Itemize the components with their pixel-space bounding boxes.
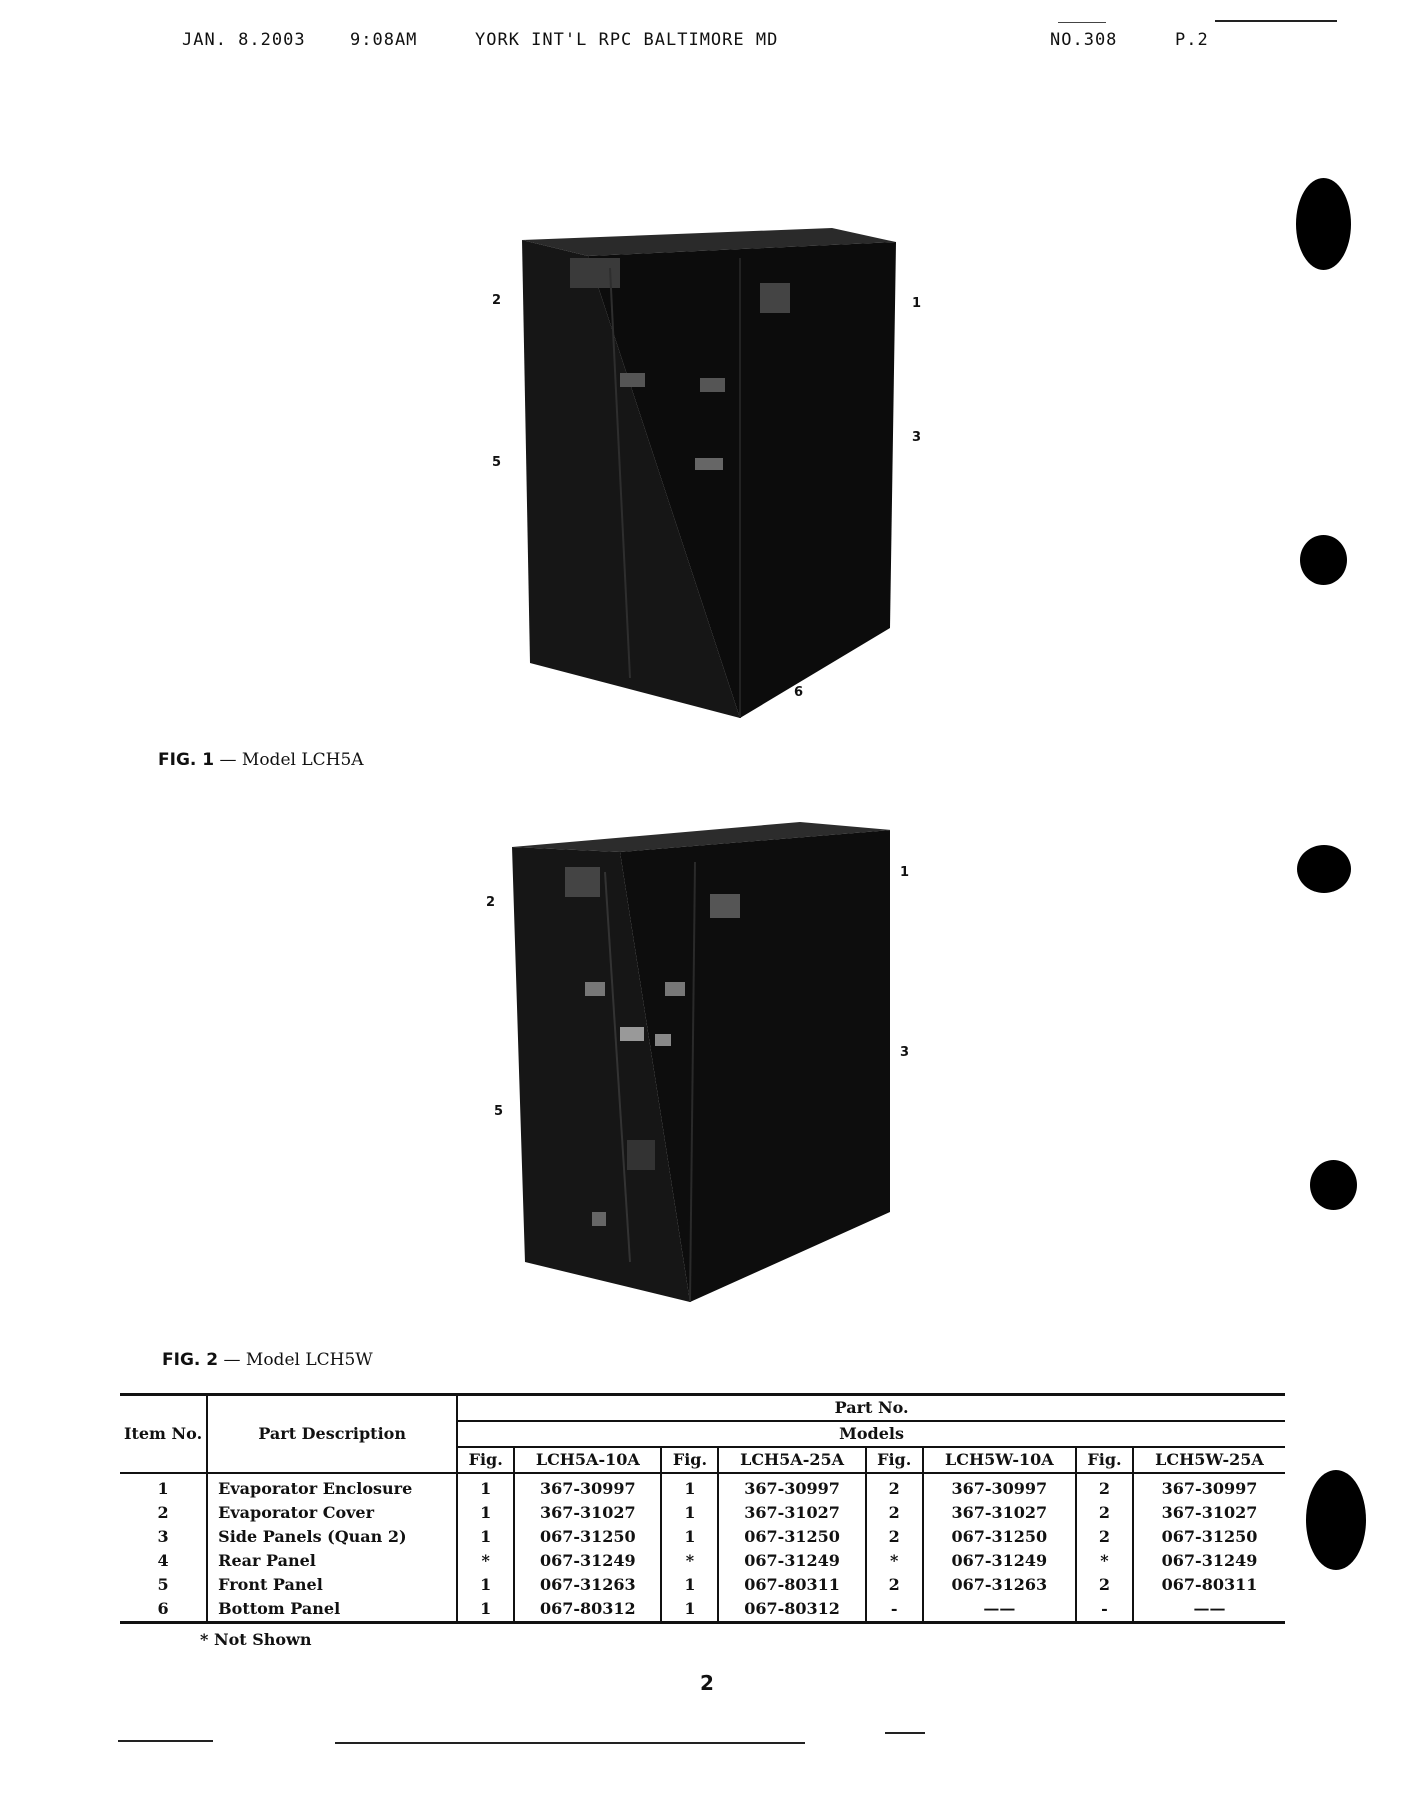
fig-cell: 1 (661, 1501, 718, 1525)
figure-1-callout: 6 (794, 685, 804, 700)
part-number: 067-80311 (1133, 1573, 1285, 1597)
item-no: 6 (157, 1599, 169, 1618)
part-number: 067-31249 (514, 1549, 661, 1573)
fig-cell: * (457, 1549, 514, 1573)
fig-cell: - (1076, 1597, 1133, 1623)
part-number: 367-31027 (923, 1501, 1076, 1525)
part-number: 367-30997 (718, 1473, 865, 1501)
part-description: Rear Panel (207, 1549, 457, 1573)
part-number: —— (1133, 1597, 1285, 1623)
figure-1-callout: 3 (912, 430, 922, 445)
part-description: Evaporator Enclosure (207, 1473, 457, 1501)
fig-cell: 1 (457, 1573, 514, 1597)
bottom-rule (885, 1732, 925, 1734)
fig-cell: 1 (457, 1501, 514, 1525)
table-row (120, 1573, 1285, 1597)
page-number: 2 (700, 1671, 714, 1695)
figure-1-title: — Model LCH5A (219, 750, 364, 770)
figure-2-caption (162, 1350, 373, 1370)
fig-cell: 1 (457, 1597, 514, 1623)
fig-cell: 2 (1076, 1525, 1133, 1549)
item-no: 2 (157, 1503, 169, 1522)
part-number: 367-30997 (514, 1473, 661, 1501)
model-header: LCH5A-25A (718, 1447, 865, 1473)
fig-cell: 1 (457, 1473, 514, 1501)
part-description: Front Panel (207, 1573, 457, 1597)
part-number: 367-30997 (923, 1473, 1076, 1501)
fig-cell: 2 (866, 1501, 923, 1525)
figure-1-label: FIG. 1 (158, 750, 215, 770)
models-header: Models (457, 1421, 1285, 1447)
part-number: 067-31250 (1133, 1525, 1285, 1549)
fig-cell: 2 (1076, 1573, 1133, 1597)
part-no-header: Part No. (457, 1395, 1285, 1422)
part-number: 067-31263 (923, 1573, 1076, 1597)
figure-1-callout: 1 (912, 296, 922, 311)
part-number: 067-80312 (514, 1597, 661, 1623)
part-number: 067-31249 (718, 1549, 865, 1573)
figure-2-title: — Model LCH5W (223, 1350, 373, 1370)
fax-page: P.2 (1175, 30, 1209, 50)
punch-hole (1300, 535, 1347, 585)
part-description-header: Part Description (207, 1395, 457, 1474)
item-no: 4 (157, 1551, 169, 1570)
item-no: 1 (157, 1479, 169, 1498)
part-description: Bottom Panel (207, 1597, 457, 1623)
figure-2-callout: 2 (486, 895, 496, 910)
part-number: 067-31249 (923, 1549, 1076, 1573)
punch-hole (1306, 1470, 1366, 1570)
figure-2-callout: 5 (494, 1104, 504, 1119)
parts-table (120, 1393, 1285, 1624)
figure-1-callout: 2 (492, 293, 502, 308)
fig-cell: 1 (661, 1473, 718, 1501)
model-header: LCH5W-10A (923, 1447, 1076, 1473)
part-description: Evaporator Cover (207, 1501, 457, 1525)
item-no: 3 (157, 1527, 169, 1546)
fig-cell: 2 (866, 1473, 923, 1501)
fax-number: NO.308 (1050, 30, 1118, 50)
table-row (120, 1501, 1285, 1525)
table-row (120, 1473, 1285, 1501)
fig-header: Fig. (661, 1447, 718, 1473)
fax-rule (1058, 22, 1106, 23)
figure-1-callout: 5 (492, 455, 502, 470)
part-number: 367-31027 (718, 1501, 865, 1525)
item-no-header: Item No. (124, 1424, 203, 1443)
fig-cell: 2 (1076, 1501, 1133, 1525)
table-row (120, 1597, 1285, 1623)
figure-1-photo (520, 228, 900, 728)
figure-2-photo (510, 822, 890, 1312)
bottom-rule (335, 1742, 805, 1744)
fig-cell: 2 (866, 1525, 923, 1549)
fig-cell: 2 (1076, 1473, 1133, 1501)
punch-hole (1310, 1160, 1357, 1210)
fig-header: Fig. (1076, 1447, 1133, 1473)
punch-hole (1296, 178, 1351, 270)
part-number: 067-80311 (718, 1573, 865, 1597)
item-no: 5 (157, 1575, 169, 1594)
part-number: 367-31027 (1133, 1501, 1285, 1525)
fig-cell: * (661, 1549, 718, 1573)
fax-date: JAN. 8.2003 (182, 30, 306, 50)
fig-cell: 2 (866, 1573, 923, 1597)
fig-header: Fig. (457, 1447, 514, 1473)
punch-hole (1297, 845, 1351, 893)
fax-time: 9:08AM (350, 30, 418, 50)
part-description: Side Panels (Quan 2) (207, 1525, 457, 1549)
part-number: 367-30997 (1133, 1473, 1285, 1501)
fig-header: Fig. (866, 1447, 923, 1473)
model-header: LCH5A-10A (514, 1447, 661, 1473)
fig-cell: 1 (661, 1573, 718, 1597)
fax-sender: YORK INT'L RPC BALTIMORE MD (475, 30, 779, 50)
footnote: * Not Shown (200, 1630, 312, 1649)
figure-2-label: FIG. 2 (162, 1350, 219, 1370)
fig-cell: 1 (661, 1525, 718, 1549)
figure-2-callout: 1 (900, 865, 910, 880)
part-number: 067-80312 (718, 1597, 865, 1623)
part-number: 067-31250 (923, 1525, 1076, 1549)
fig-cell: 1 (661, 1597, 718, 1623)
model-header: LCH5W-25A (1133, 1447, 1285, 1473)
table-row (120, 1525, 1285, 1549)
figure-2-callout: 3 (900, 1045, 910, 1060)
table-row (120, 1549, 1285, 1573)
fig-cell: 1 (457, 1525, 514, 1549)
part-number: 367-31027 (514, 1501, 661, 1525)
part-number: 067-31263 (514, 1573, 661, 1597)
part-number: 067-31249 (1133, 1549, 1285, 1573)
fax-rule (1215, 20, 1337, 22)
fig-cell: * (866, 1549, 923, 1573)
bottom-rule (118, 1740, 213, 1742)
figure-1-caption (158, 750, 364, 770)
part-number: —— (923, 1597, 1076, 1623)
fig-cell: - (866, 1597, 923, 1623)
part-number: 067-31250 (514, 1525, 661, 1549)
part-number: 067-31250 (718, 1525, 865, 1549)
fax-header (0, 30, 1409, 60)
fig-cell: * (1076, 1549, 1133, 1573)
